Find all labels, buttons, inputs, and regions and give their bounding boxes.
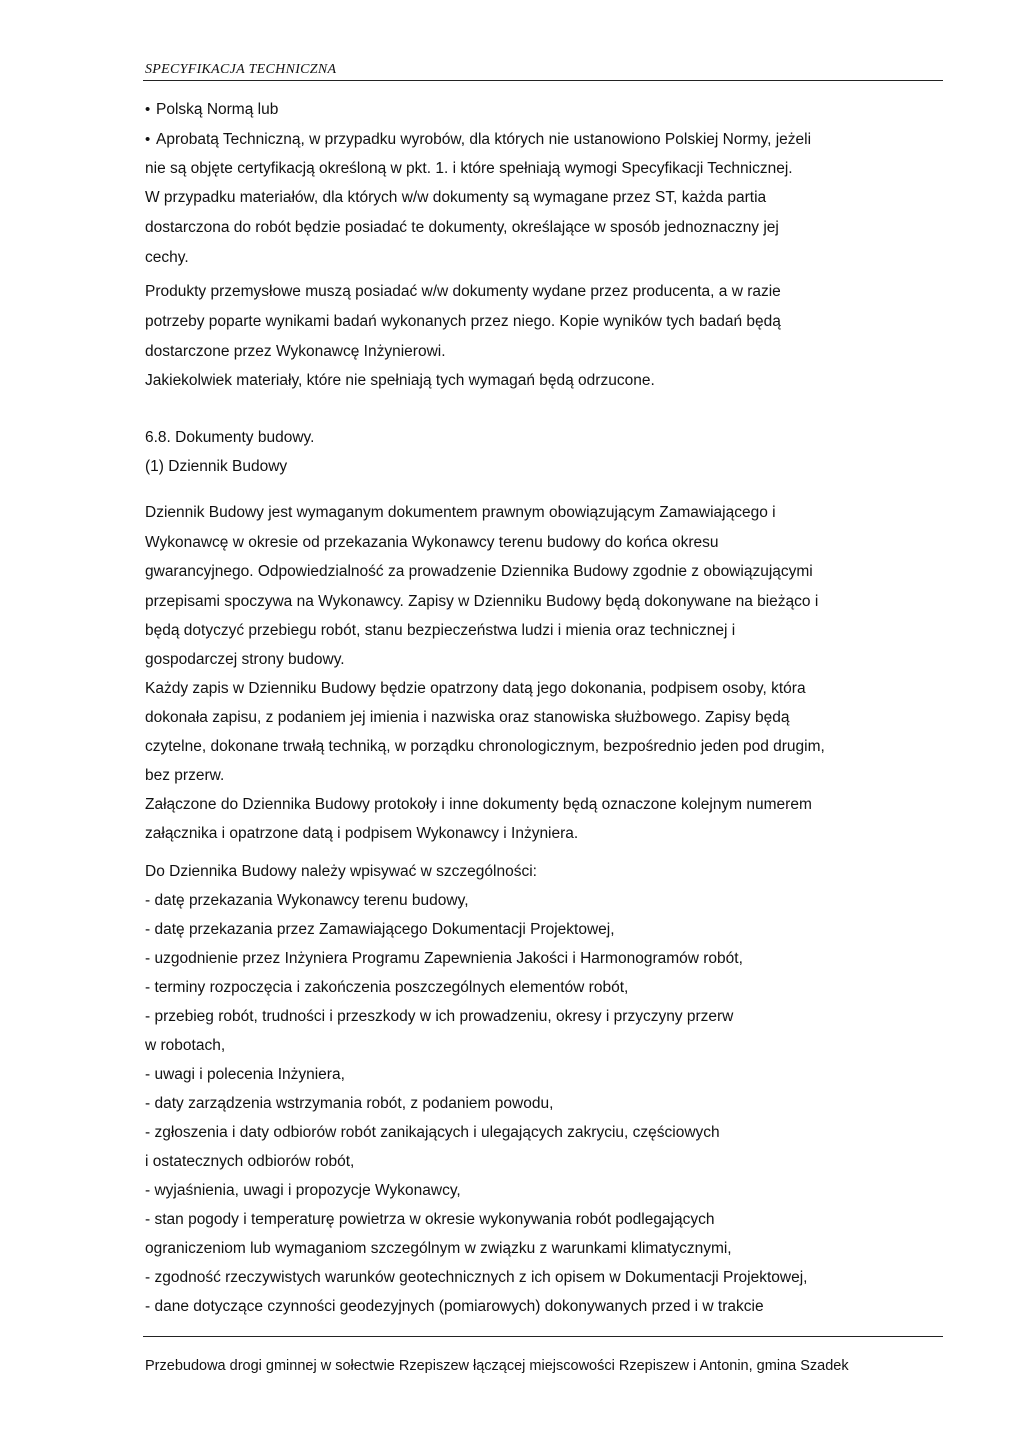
paragraph-line: cechy. [145,249,189,266]
header-divider [143,80,943,81]
page-header: SPECYFIKACJA TECHNICZNA [145,62,337,77]
list-item: - datę przekazania Wykonawcy terenu budowy, [145,892,469,909]
list-item: - terminy rozpoczęcia i zakończenia poszczególnych elementów robót, [145,979,629,996]
paragraph-line: Dziennik Budowy jest wymaganym dokumentem prawnym obowiązującym Zamawiającego i [145,504,776,521]
list-item-continuation: ograniczeniom lub wymaganiom szczególnym w związku z warunkami klimatycznymi, [145,1240,732,1257]
list-item: - dane dotyczące czynności geodezyjnych (pomiarowych) dokonywanych przed i w trakcie [145,1298,764,1315]
paragraph-line: potrzeby poparte wynikami badań wykonanych przez niego. Kopie wyników tych badań będą [145,313,781,330]
list-item: - stan pogody i temperaturę powietrza w okresie wykonywania robót podlegających [145,1211,715,1228]
paragraph-line: bez przerw. [145,767,225,784]
list-item-continuation: w robotach, [145,1037,226,1054]
paragraph-line: dostarczone przez Wykonawcę Inżynierowi. [145,343,446,360]
list-item: - datę przekazania przez Zamawiającego Dokumentacji Projektowej, [145,921,615,938]
bullet-item: • Aprobatą Techniczną, w przypadku wyrobów, dla których nie ustanowiono Polskiej Normy, jeżeli [145,130,811,150]
paragraph-line: Wykonawcę w okresie od przekazania Wykonawcy terenu budowy do końca okresu [145,534,719,551]
list-item: - uwagi i polecenia Inżyniera, [145,1066,345,1083]
list-item: - zgodność rzeczywistych warunków geotechnicznych z ich opisem w Dokumentacji Projektowej, [145,1269,808,1286]
section-heading: 6.8. Dokumenty budowy. [145,429,315,446]
paragraph-line: załącznika i opatrzone datą i podpisem Wykonawcy i Inżyniera. [145,825,579,842]
paragraph-line: Produkty przemysłowe muszą posiadać w/w dokumenty wydane przez producenta, a w razie [145,283,781,300]
paragraph-line: nie są objęte certyfikacją określoną w pkt. 1. i które spełniają wymogi Specyfikacji Technicznej. [145,160,793,177]
paragraph-line: dostarczona do robót będzie posiadać te dokumenty, określające w sposób jednoznaczny jej [145,219,779,236]
footer-divider [143,1336,943,1337]
list-item: - przebieg robót, trudności i przeszkody w ich prowadzeniu, okresy i przyczyny przerw [145,1008,734,1025]
list-item: - wyjaśnienia, uwagi i propozycje Wykonawcy, [145,1182,461,1199]
list-item: - uzgodnienie przez Inżyniera Programu Zapewnienia Jakości i Harmonogramów robót, [145,950,743,967]
paragraph-line: będą dotyczyć przebiegu robót, stanu bezpieczeństwa ludzi i mienia oraz technicznej i [145,622,736,639]
page-footer: Przebudowa drogi gminnej w sołectwie Rzepiszew łączącej miejscowości Rzepiszew i Antonin, gmina Szadek [145,1358,849,1374]
paragraph-line: W przypadku materiałów, dla których w/w dokumenty są wymagane przez ST, każda partia [145,189,767,206]
subsection-heading: (1) Dziennik Budowy [145,458,288,475]
paragraph-line: dokonała zapisu, z podaniem jej imienia i nazwiska oraz stanowiska służbowego. Zapisy będą [145,709,790,726]
list-item-continuation: i ostatecznych odbiorów robót, [145,1153,355,1170]
paragraph-line: Załączone do Dziennika Budowy protokoły i inne dokumenty będą oznaczone kolejnym numerem [145,796,812,813]
list-item: - zgłoszenia i daty odbiorów robót zanikających i ulegających zakryciu, częściowych [145,1124,720,1141]
list-intro: Do Dziennika Budowy należy wpisywać w szczególności: [145,863,537,880]
list-item: - daty zarządzenia wstrzymania robót, z podaniem powodu, [145,1095,554,1112]
paragraph-line: przepisami spoczywa na Wykonawcy. Zapisy w Dzienniku Budowy będą dokonywane na bieżąco i [145,593,819,610]
paragraph-line: Każdy zapis w Dzienniku Budowy będzie opatrzony datą jego dokonania, podpisem osoby, która [145,680,806,697]
paragraph-line: gwarancyjnego. Odpowiedzialność za prowadzenie Dziennika Budowy zgodnie z obowiązującymi [145,563,813,580]
paragraph-line: gospodarczej strony budowy. [145,651,345,668]
paragraph-line: czytelne, dokonane trwałą techniką, w porządku chronologicznym, bezpośrednio jeden pod drugim, [145,738,825,755]
bullet-item: • Polską Normą lub [145,100,278,120]
paragraph-line: Jakiekolwiek materiały, które nie spełniają tych wymagań będą odrzucone. [145,372,655,389]
